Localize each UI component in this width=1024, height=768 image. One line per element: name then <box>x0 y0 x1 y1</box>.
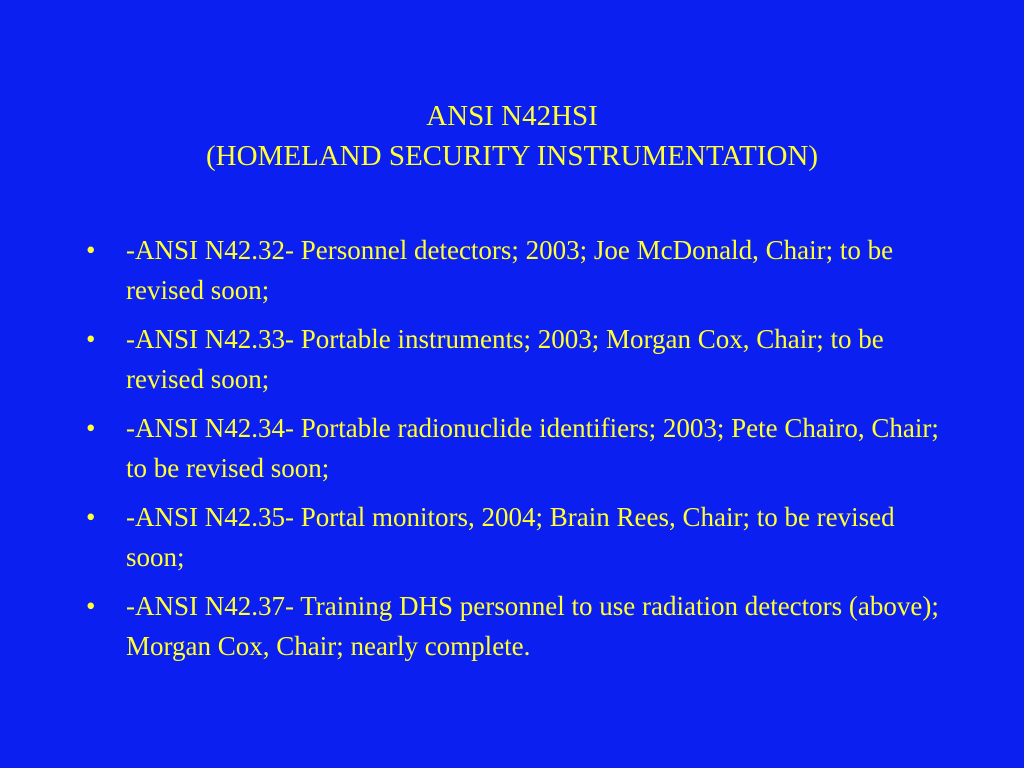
bullet-text: -ANSI N42.35- Portal monitors, 2004; Brain Rees, Chair; to be revised soon; <box>126 502 895 572</box>
bullet-marker: • <box>86 591 96 621</box>
bullet-marker: • <box>86 413 96 443</box>
bullet-item-n42-37 <box>86 586 946 666</box>
slide-title <box>0 96 1024 176</box>
bullet-list <box>86 230 946 675</box>
bullet-marker: • <box>86 235 96 265</box>
bullet-item-n42-32 <box>86 230 946 310</box>
bullet-text: -ANSI N42.37- Training DHS personnel to use radiation detectors (above); Morgan Cox, Chair; nearly complete. <box>126 591 939 661</box>
bullet-item-n42-34 <box>86 408 946 488</box>
bullet-text: -ANSI N42.32- Personnel detectors; 2003; Joe McDonald, Chair; to be revised soon; <box>126 235 894 305</box>
title-line-1: ANSI N42HSI <box>426 100 598 132</box>
bullet-item-n42-35 <box>86 497 946 577</box>
bullet-marker: • <box>86 502 96 532</box>
title-line-2: (HOMELAND SECURITY INSTRUMENTATION) <box>205 140 818 172</box>
bullet-text: -ANSI N42.33- Portable instruments; 2003; Morgan Cox, Chair; to be revised soon; <box>126 324 884 394</box>
bullet-item-n42-33 <box>86 319 946 399</box>
bullet-marker: • <box>86 324 96 354</box>
bullet-text: -ANSI N42.34- Portable radionuclide identifiers; 2003; Pete Chairo, Chair; to be revised soon; <box>126 413 939 483</box>
